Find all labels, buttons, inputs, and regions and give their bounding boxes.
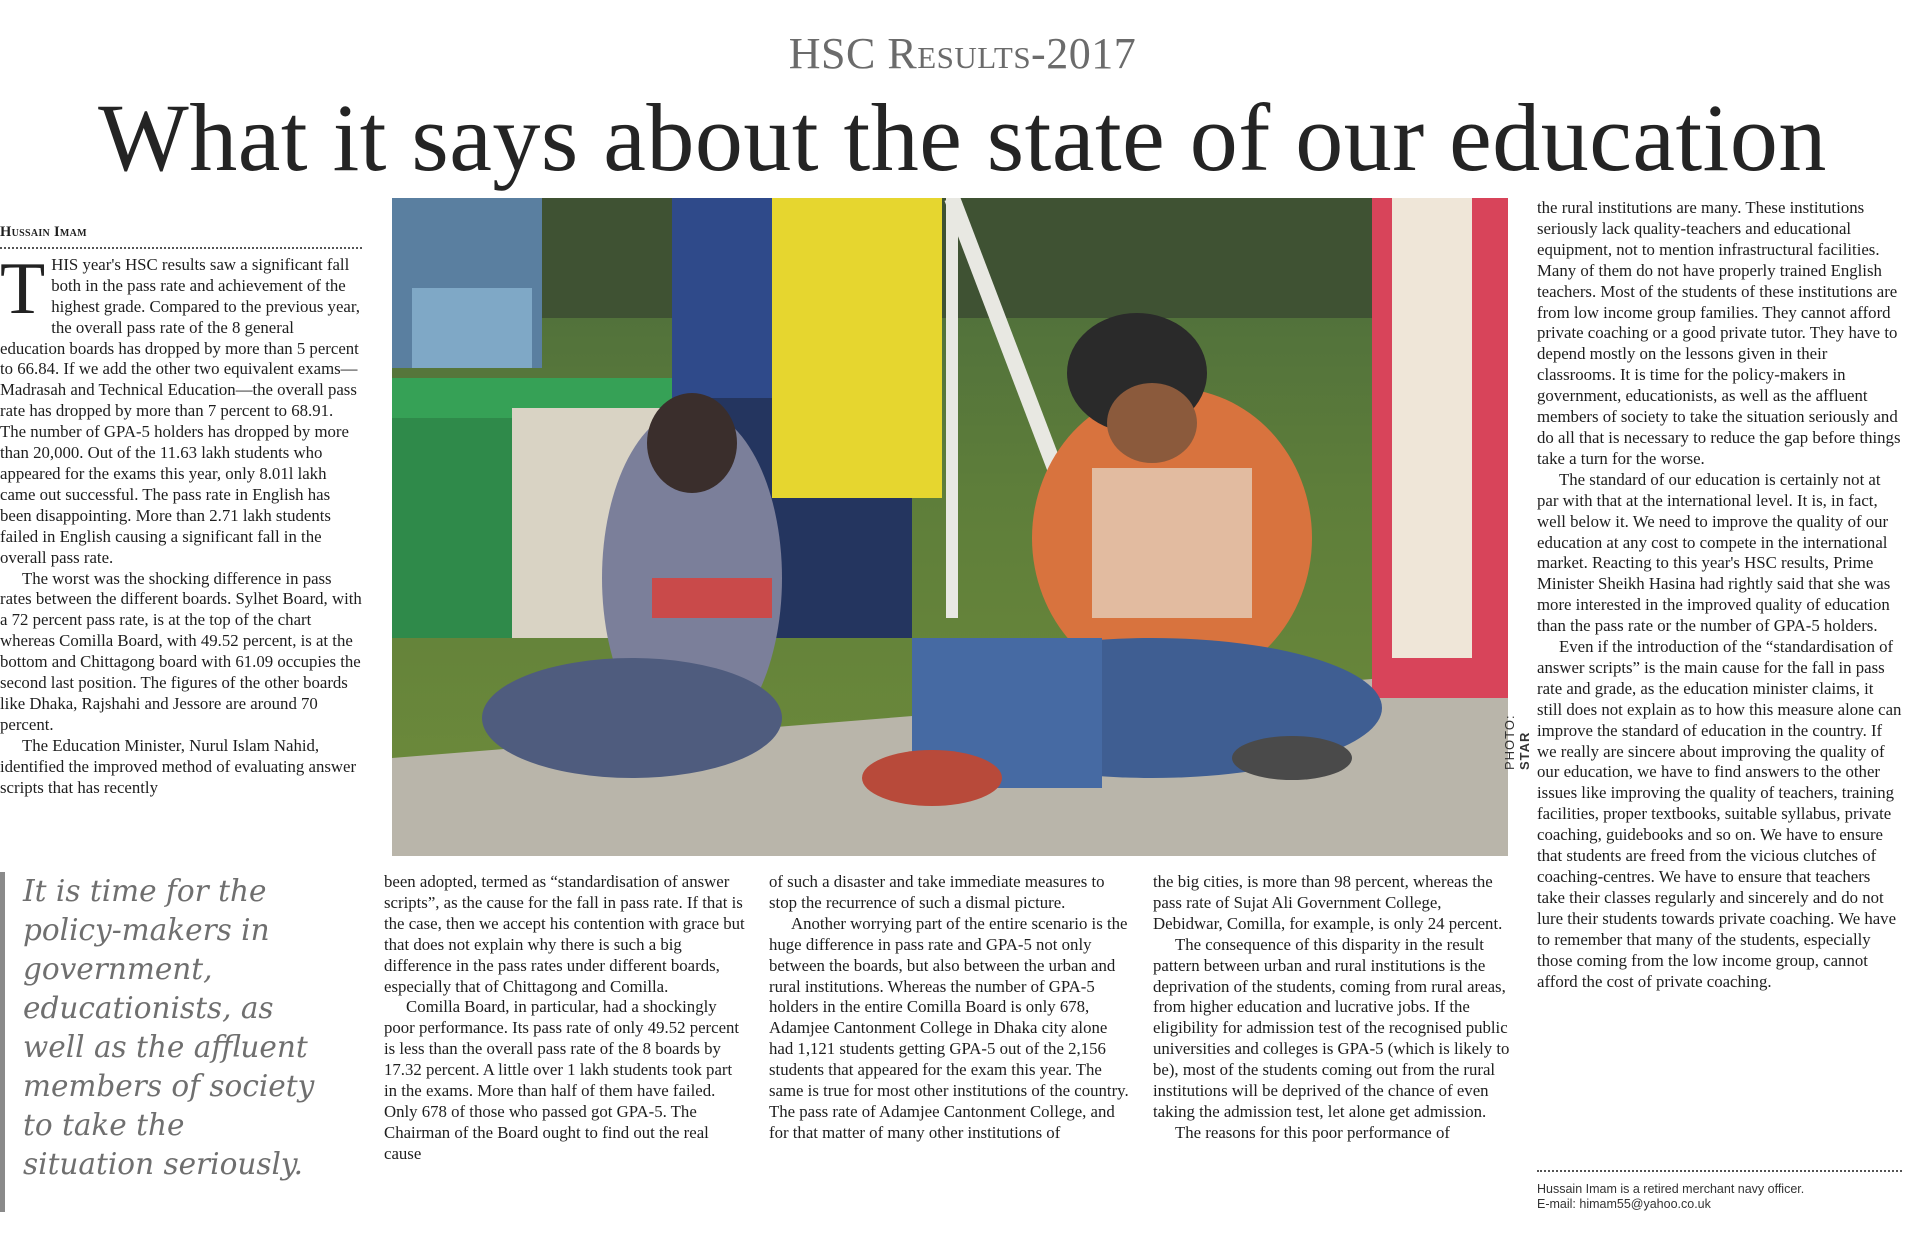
author-bio-line: Hussain Imam is a retired merchant navy officer. — [1537, 1182, 1805, 1196]
author-email: E-mail: himam55@yahoo.co.uk — [1537, 1197, 1711, 1211]
pull-quote-line: policy-makers in — [23, 913, 270, 947]
paragraph: The standard of our education is certainly not at par with that at the international level. It is, in fact, well below it. We need to improve the quality of our education at any cost to compete in the international market. Reacting to this year's HSC results, Prime Minister Sheikh Hasina had rightly said that she was more interested in the improved quality of education than the pass rate or the number of GPA-5 holders. — [1537, 469, 1891, 636]
pull-quote — [0, 872, 318, 1212]
author-bio — [1537, 1170, 1902, 1212]
paragraph: the rural institutions are many. These institutions seriously lack quality-teachers and educational equipment, not to mention infrastructural facilities. Many of them do not have properly trained English teachers. Most of the students of these institutions are from low income group families. They cannot afford private coaching or a good private tutor. They have to depend mostly on the lessons given in their classrooms. It is time for the policy-makers in government, educationists, as well as the affluent members of society to take the situation seriously and do all that is necessary to reduce the gap before things take a turn for the worse. — [1537, 198, 1901, 468]
article-column-5 — [1537, 198, 1902, 992]
article-column-4 — [1153, 872, 1515, 1144]
article-column-1 — [0, 222, 362, 798]
pull-quote-line: situation seriously. — [23, 1147, 304, 1181]
photo-credit — [1502, 684, 1532, 770]
pull-quote-line: government, — [23, 952, 213, 986]
photo-students-grieving — [392, 198, 1508, 856]
paragraph: The consequence of this disparity in the result pattern between urban and rural institutions is the deprivation of the students, coming from rural areas, from higher education and lucrative jobs. If the eligibility for admission test of the recognised public universities and colleges is GPA-5 (which is likely to be), most of the students coming out from the rural institutions will be deprived of the chance of even taking the admission test, let alone get admission. — [1153, 934, 1510, 1121]
paragraph: of such a disaster and take immediate measures to stop the recurrence of such a dismal picture. — [769, 872, 1105, 912]
lead-text: HIS year's HSC results saw a significant fall both in the pass rate and achievement of the highest grade. Compared to the previous year, the overall pass rate of the 8 general education boards has dropped by more than 5 percent to 66.84. If we add the other two equivalent exams—Madrasah and Technical Education—the overall pass rate has dropped by more than 7 percent to 68.91. The number of GPA-5 holders has dropped by more than 20,000. Out of the 11.63 lakh students who appeared for the exams this year, only 8.01l lakh came out successful. The pass rate in English has been disappointing. More than 2.71 lakh students failed in English causing a significant fall in the overall pass rate. — [0, 254, 360, 567]
drop-cap: T — [0, 247, 46, 330]
section-kicker: HSC Results-2017 — [788, 29, 1137, 78]
pull-quote-line: members of society — [23, 1069, 315, 1103]
pull-quote-line: well as the affluent — [23, 1030, 308, 1064]
pull-quote-line: It is time for the — [23, 874, 267, 908]
paragraph: The Education Minister, Nurul Islam Nahid, identified the improved method of evaluating answer scripts that has recently — [0, 735, 357, 797]
headline: What it says about the state of our education — [98, 84, 1827, 191]
photo-credit-source: STAR — [1517, 731, 1532, 770]
paragraph: Even if the introduction of the “standardisation of answer scripts” is the main cause for the fall in pass rate and grade, as the education minister claims, it still does not explain as to how this measure alone can improve the standard of education in the country. If we really are sincere about improving the quality of our education, we have to find answers to the other issues like improving the quality of teachers, training facilities, proper textbooks, suitable syllabus, private coaching, guidebooks and so on. We have to ensure that students are freed from the vicious clutches of coaching-centres. We have to ensure that teachers take their classes regularly and sincerely and do not lure their students towards private coaching. We have to remember that many of the students, especially those coming from the low income group, cannot afford the cost of private coaching. — [1537, 637, 1902, 991]
paragraph: been adopted, termed as “standardisation of answer scripts”, as the cause for the fall in pass rate. If that is the case, then we accept his contention with grace but that does not explain why there is such a big difference in the pass rates under different boards, especially that of Chittagong and Comilla. — [384, 872, 745, 996]
article-column-2 — [384, 872, 746, 1165]
paragraph: Another worrying part of the entire scenario is the huge difference in pass rate and GPA-5 not only between the boards, but also between the urban and rural institutions. Whereas the number of GPA-5 holders in the entire Comilla Board is only 678, Adamjee Cantonment College in Dhaka city alone had 1,121 students getting GPA-5 out of the 2,156 students that appeared for the exam this year. The same is true for most other institutions of the country. The pass rate of Adamjee Cantonment College, and for that matter of many other institutions of — [769, 913, 1129, 1142]
paragraph: The worst was the shocking difference in pass rates between the different boards. Sylhet Board, with a 72 percent pass rate, is at the top of the chart whereas Comilla Board, with 49.52 percent, is at the bottom and Chittagong board with 61.09 occupies the second last position. The figures of the other boards like Dhaka, Rajshahi and Jessore are around 70 percent. — [0, 568, 362, 734]
pull-quote-line: to take the — [23, 1108, 185, 1142]
photo-credit-label: PHOTO: — [1502, 714, 1517, 770]
byline: Hussain Imam — [0, 222, 362, 249]
paragraph: the big cities, is more than 98 percent, whereas the pass rate of Sujat Ali Government College, Debidwar, Comilla, for example, is only 24 percent. — [1153, 872, 1503, 933]
article-column-3 — [769, 872, 1131, 1144]
paragraph: The reasons for this poor performance of — [1175, 1122, 1450, 1142]
news-photo — [392, 198, 1508, 856]
pull-quote-line: educationists, as — [23, 991, 274, 1025]
lead-paragraph — [0, 247, 362, 569]
paragraph: Comilla Board, in particular, had a shockingly poor performance. Its pass rate of only 49.52 percent is less than the overall pass rate of the 8 boards by 17.32 percent. A little over 1 lakh students took part in the exams. More than half of them have failed. Only 678 of those who passed got GPA-5. The Chairman of the Board ought to find out the real cause — [384, 997, 740, 1163]
